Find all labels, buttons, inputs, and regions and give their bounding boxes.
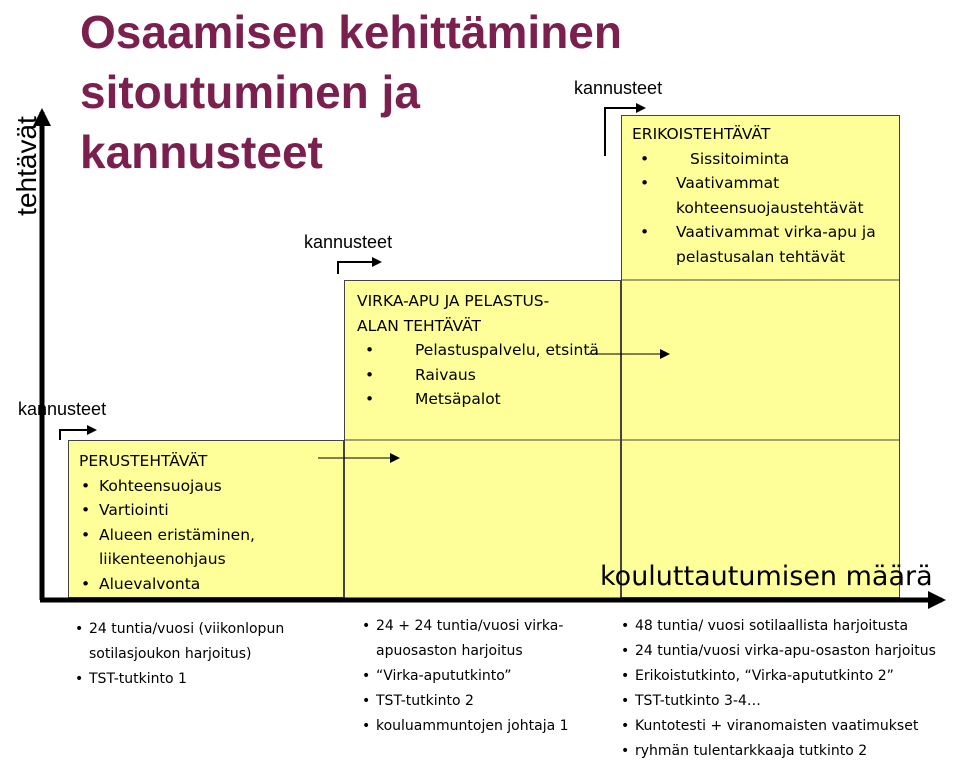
incentive-arrow bbox=[338, 262, 380, 274]
incentive-arrow bbox=[60, 430, 95, 440]
basic-task-item: • Aluevalvonta bbox=[79, 572, 343, 597]
training-item: • Kuntotesti + viranomaisten vaatimukset bbox=[621, 714, 941, 739]
training-column-1 bbox=[75, 617, 330, 692]
rescue-task-item: • Metsäpalot bbox=[357, 387, 620, 412]
special-task-item: • Vaativammat virka-apu ja pelastusalan tehtävät bbox=[632, 220, 886, 269]
special-task-item: • Vaativammat kohteensuojaustehtävät bbox=[632, 171, 899, 220]
basic-task-item: • Alueen eristäminen, liikenteenohjaus bbox=[79, 523, 269, 572]
rescue-tasks-heading-1: VIRKA-APU JA PELASTUS- bbox=[357, 292, 550, 310]
training-column-2 bbox=[362, 614, 592, 739]
title-line-2: sitoutuminen ja bbox=[80, 66, 420, 118]
incentive-label-3: kannusteet bbox=[574, 78, 663, 98]
rescue-task-item: • Pelastuspalvelu, etsintä bbox=[357, 338, 620, 363]
rescue-tasks-heading-2: ALAN TEHTÄVÄT bbox=[357, 316, 481, 335]
rescue-task-item: • Raivaus bbox=[357, 363, 620, 388]
training-item: • Erikoistutkinto, “Virka-apututkinto 2” bbox=[621, 664, 941, 689]
training-item: • TST-tutkinto 1 bbox=[75, 667, 330, 692]
title-line-3: kannusteet bbox=[80, 126, 323, 178]
training-item: • TST-tutkinto 2 bbox=[362, 689, 592, 714]
incentive-label-1: kannusteet bbox=[18, 399, 107, 419]
special-task-item: • Sissitoiminta bbox=[632, 147, 899, 172]
y-axis-label: tehtävät bbox=[11, 116, 42, 216]
training-item: • “Virka-apututkinto” bbox=[362, 664, 592, 689]
training-item: • 24 tuntia/vuosi virka-apu-osaston harjoitus bbox=[621, 639, 941, 664]
training-column-3 bbox=[621, 614, 941, 764]
training-item: • 24 + 24 tuntia/vuosi virka-apuosaston harjoitus bbox=[362, 614, 592, 664]
basic-task-item: • Vartiointi bbox=[79, 498, 343, 523]
training-item: • TST-tutkinto 3-4… bbox=[621, 689, 941, 714]
special-tasks-heading: ERIKOISTEHTÄVÄT bbox=[632, 125, 771, 143]
basic-tasks-heading: PERUSTEHTÄVÄT bbox=[79, 452, 208, 470]
training-item: • ryhmän tulentarkkaaja tutkinto 2 bbox=[621, 739, 941, 764]
x-axis-label: kouluttautumisen määrä bbox=[600, 561, 933, 592]
incentive-arrow bbox=[605, 108, 644, 156]
training-item: • 48 tuntia/ vuosi sotilaallista harjoitusta bbox=[621, 614, 941, 639]
training-item: • kouluammuntojen johtaja 1 bbox=[362, 714, 592, 739]
title-line-1: Osaamisen kehittäminen bbox=[80, 6, 622, 58]
basic-task-item: • Kohteensuojaus bbox=[79, 474, 343, 499]
training-item: • 24 tuntia/vuosi (viikonlopun sotilasjoukon harjoitus) bbox=[75, 617, 330, 667]
incentive-label-2: kannusteet bbox=[304, 232, 393, 252]
